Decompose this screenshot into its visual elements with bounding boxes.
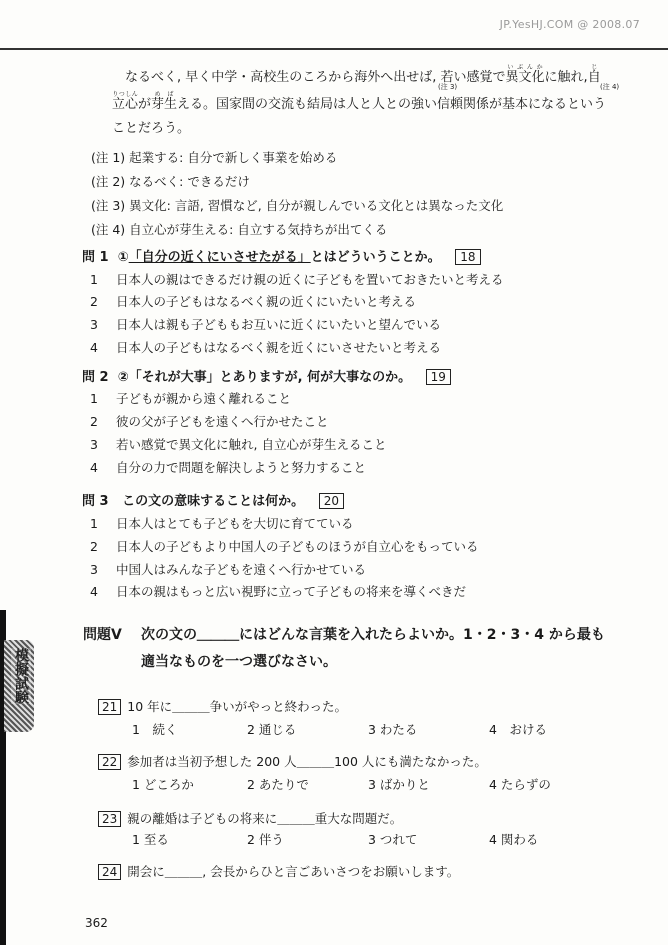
item-23: 23 親の離婚は子どもの将来に＿＿＿重大な問題だ。 [98, 809, 402, 827]
answer-number-box: 19 [426, 369, 451, 385]
choice: 1 至る [132, 832, 169, 847]
question-3: 問 3 この文の意味することは何か。 20 [82, 490, 344, 509]
choice: 3 つれて [368, 832, 418, 847]
item-21: 21 10 年に＿＿＿争いがやっと終わった。 [98, 697, 347, 715]
option: 1 子どもが親から遠く離れること [90, 391, 292, 406]
note-2: (注 2) なるべく: できるだけ [91, 174, 250, 189]
option: 3 日本人は親も子どももお互いに近くにいたいと望んでいる [90, 317, 442, 332]
note-1: (注 1) 起業する: 自分で新しく事業を始める [91, 150, 338, 165]
choice: 4 おける [489, 722, 547, 737]
furigana-ji: 自じ [587, 64, 601, 85]
choice: 4 関わる [489, 832, 539, 847]
option: 1 日本人の親はできるだけ親の近くに子どもを置いておきたいと考える [90, 272, 504, 287]
option: 2 日本人の子どもより中国人の子どものほうが自立心をもっている [90, 539, 479, 554]
option: 2 日本人の子どもはなるべく親の近くにいたいと考える [90, 294, 417, 309]
section-instruction-line-1: 次の文の＿＿＿にはどんな言葉を入れたらよいか。1・2・3・4 から最も [141, 627, 605, 643]
passage-line-2: 立心りつしんが芽生めばえる。国家間の交流も結局は人と人との強い信頼関係が基本になるという [112, 91, 607, 112]
choice: 1 続く [132, 722, 178, 737]
answer-number-box: 18 [455, 249, 480, 265]
side-tab: 模擬試験 [4, 640, 34, 732]
passage-line-3: ことだろう。 [112, 121, 191, 136]
passage-text: に触れ, [544, 70, 588, 85]
note-3: (注 3) 異文化: 言語, 習慣など, 自分が親しんでいる文化とは異なった文化 [91, 198, 504, 213]
item-22: 22 参加者は当初予想した 200 人＿＿＿100 人にも満たなかった。 [98, 752, 487, 770]
option: 2 彼の父が子どもを遠くへ行かせたこと [90, 414, 329, 429]
option: 3 中国人はみんな子どもを遠くへ行かせている [90, 562, 367, 577]
option: 1 日本人はとても子どもを大切に育てている [90, 516, 354, 531]
choice: 1 どころか [132, 777, 194, 792]
passage-text: なるべく, 早く中学・高校生のころから海外へ出せば, 若い感覚で [125, 70, 506, 85]
question-2: 問 2 ②「それが大事」とありますが, 何が大事なのか。 19 [82, 366, 451, 385]
option: 3 若い感覚で異文化に触れ, 自立心が芽生えること [90, 437, 387, 452]
note-marker-3: (注 3) [438, 83, 458, 91]
item-24: 24 開会に＿＿＿, 会長からひと言ごあいさつをお願いします。 [98, 862, 459, 880]
choice: 2 伴う [247, 832, 284, 847]
option: 4 日本の親はもっと広い視野に立って子どもの将来を導くべきだ [90, 584, 467, 599]
answer-number-box: 20 [319, 493, 344, 509]
furigana-ritsushin: 立心りつしん [112, 91, 139, 112]
section-label: 問題Ⅴ [83, 627, 122, 643]
furigana-mebae: 芽生めば [151, 91, 178, 112]
header-rule [0, 48, 668, 50]
choice: 2 あたりで [247, 777, 309, 792]
watermark: JP.YesHJ.COM @ 2008.07 [499, 18, 640, 31]
choice: 3 わたる [368, 722, 418, 737]
option: 4 自分の力で問題を解決しようと努力すること [90, 460, 367, 475]
choice: 4 たらずの [489, 777, 551, 792]
note-4: (注 4) 自立心が芽生える: 自立する気持ちが出てくる [91, 222, 388, 237]
choice: 2 通じる [247, 722, 297, 737]
section-instruction-line-2: 適当なものを一つ選びなさい。 [141, 654, 337, 670]
page-number: 362 [85, 916, 108, 930]
furigana-ibunka: 異文化いぶんか [505, 64, 545, 85]
question-1: 問 1 ①「自分の近くにいさせたがる」とはどういうことか。 18 [82, 246, 481, 265]
option: 4 日本人の子どもはなるべく親を近くにいさせたいと考える [90, 340, 442, 355]
choice: 3 ばかりと [368, 777, 430, 792]
note-marker-4: (注 4) [600, 83, 620, 91]
passage-line-1 [125, 64, 601, 84]
